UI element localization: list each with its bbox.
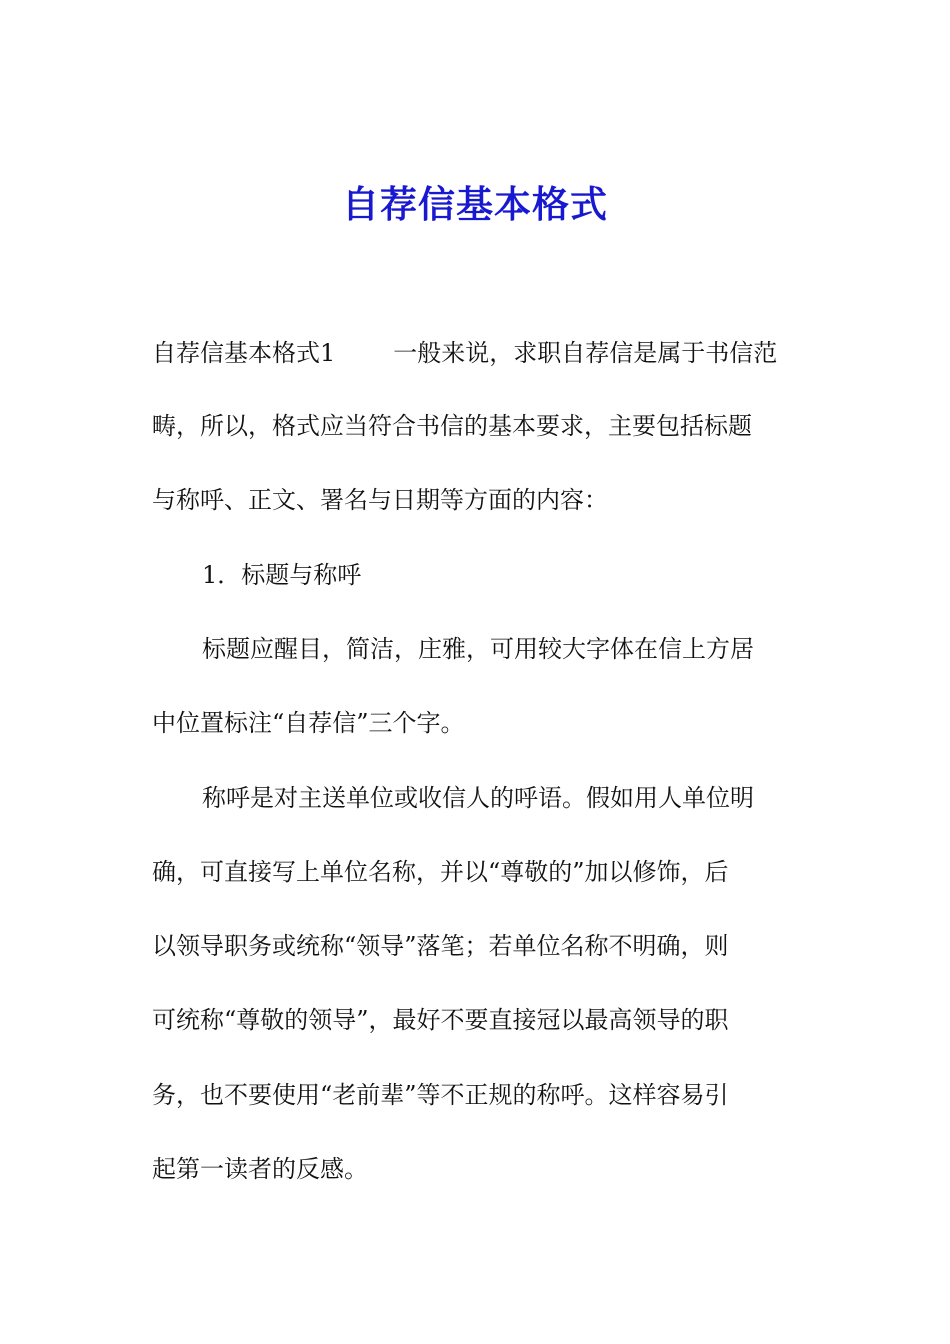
body-line [152, 333, 812, 373]
body-line: 确，可直接写上单位名称，并以“尊敬的”加以修饰，后 [152, 858, 729, 886]
body-line: 起第一读者的反感。 [152, 1155, 368, 1183]
body-line: 标题应醒目，简洁，庄雅，可用较大字体在信上方居 [202, 635, 754, 663]
body-line: 中位置标注“自荐信”三个字。 [152, 709, 465, 737]
body-line: 畴，所以，格式应当符合书信的基本要求，主要包括标题 [152, 412, 752, 440]
subheading-line: 1．标题与称呼 [202, 561, 362, 589]
section-heading: 自荐信基本格式1 [152, 339, 336, 367]
body-line: 称呼是对主送单位或收信人的呼语。假如用人单位明 [202, 784, 754, 812]
body-line: 与称呼、正文、署名与日期等方面的内容： [152, 486, 608, 514]
document-title: 自荐信基本格式 [342, 182, 608, 226]
body-text: 一般来说，求职自荐信是属于书信范 [393, 339, 778, 367]
body-line: 以领导职务或统称“领导”落笔；若单位名称不明确，则 [152, 932, 729, 960]
body-line: 可统称“尊敬的领导”，最好不要直接冠以最高领导的职 [152, 1006, 729, 1034]
body-line: 务，也不要使用“老前辈”等不正规的称呼。这样容易引 [152, 1081, 729, 1109]
